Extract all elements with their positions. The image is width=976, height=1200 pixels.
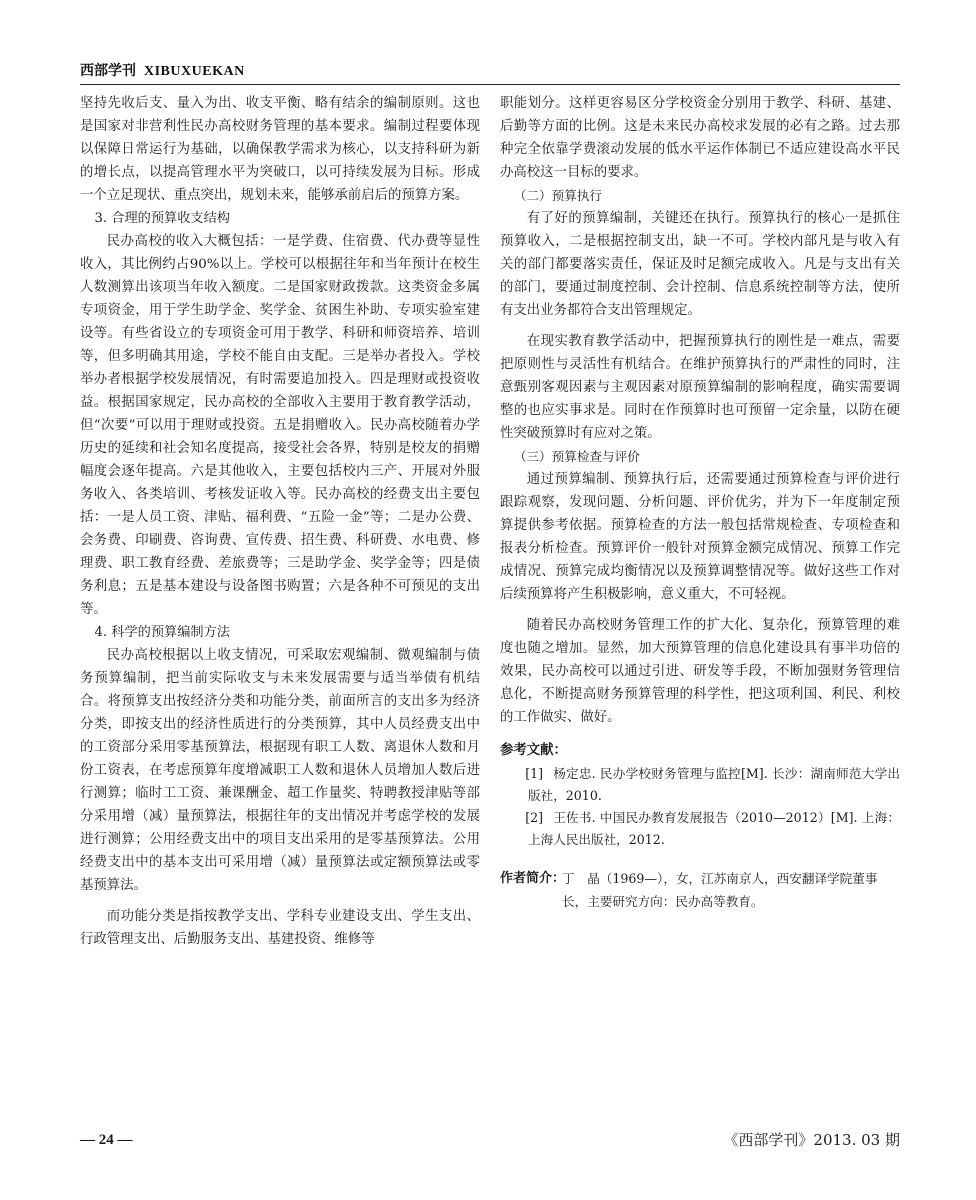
- journal-name: 西部学刊: [80, 63, 136, 79]
- reference-item: [500, 807, 900, 851]
- paragraph: 而功能分类是指按教学支出、学科专业建设支出、学生支出、行政管理支出、后勤服务支出、基建投资、维修等: [80, 909, 480, 947]
- paragraph: 随着民办高校财务管理工作的扩大化、复杂化，预算管理的难度也随之增加。显然，加大预算管理的信息化建设具有事半功倍的效果，民办高校可以通过引进、研发等手段，不断加强财务管理信息化，不断提高财务预算管理的科学性，把这项利国、利民、利校的工作做实、做好。: [500, 618, 900, 725]
- paragraph: 有了好的预算编制，关键还在执行。预算执行的核心一是抓住预算收入，二是根据控制支出，缺一不可。学校内部凡是与收入有关的部门都要落实责任，保证及时足额完成收入。凡是与支出有关的部门，要通过制度控制、会计控制、信息系统控制等方法，使所有支出业务都符合支出管理规定。: [500, 211, 900, 318]
- paragraph: 民办高校根据以上收支情况，可采取宏观编制、微观编制与债务预算编制，把当前实际收支与未来发展需要与适当举债有机结合。将预算支出按经济分类和功能分类，前面所言的支出多为经济分类，即按支出的经济性质进行的分类预算，其中人员经费支出中的工资部分采用零基预算法，根据现有职工人数、离退休人数和月份工资表，在考虑预算年度增减职工人数和退休人员增加人数后进行测算；临时工工资、兼课酬金、超工作量奖、特聘教授津贴等部分采用增（减）量预算法，根据往年的支出情况并考虑学校的发展进行测算；公用经费支出中的项目支出采用的是零基预算法。公用经费支出中的基本支出可采用增（减）量预算法或定额预算法或零基预算法。: [80, 648, 480, 893]
- author-bio: [500, 867, 900, 913]
- paragraph: 在现实教育教学活动中，把握预算执行的刚性是一难点，需要把原则性与灵活性有机结合。在维护预算执行的严肃性的同时，注意甄别客观因素与主观因素对原预算编制的影响程度，确实需要调整的也应实事求是。同时在作预算时也可预留一定余量，以防在硬性突破预算时有应对之策。: [500, 334, 900, 441]
- page-number: — 24 —: [80, 1132, 133, 1148]
- issue-info: 《西部学刊》2013. 03 期: [723, 1131, 900, 1149]
- left-column: [80, 92, 480, 951]
- reference-text: 杨定忠. 民办学校财务管理与监控[M]. 长沙：湖南师范大学出版社，2010.: [528, 766, 900, 803]
- paragraph: 职能划分。这样更容易区分学校资金分别用于教学、科研、基建、后勤等方面的比例。这是未来民办高校求发展的必有之路。过去那种完全依靠学费滚动发展的低水平运作体制已不适应建设高水平民办高校这一目标的要求。: [500, 96, 900, 180]
- paragraph: 民办高校的收入大概包括：一是学费、住宿费、代办费等显性收入，其比例约占90%以上。学校可以根据往年和当年预计在校生人数测算出该项当年收入额度。二是国家财政拨款。这类资金多属专项资金，用于学生助学金、奖学金、贫困生补助、专项实验室建设等。有些省设立的专项资金可用于教学、科研和师资培养、培训等，但多明确其用途，学校不能自由支配。三是举办者投入。学校举办者根据学校发展情况，有时需要追加投入。四是理财或投资收益。根据国家规定，民办高校的全部收入主要用于教育教学活动，但“次要”可以用于理财或投资。五是捐赠收入。民办高校随着办学历史的延续和社会知名度提高，接受社会各界，特别是校友的捐赠幅度会逐年提高。六是其他收入，主要包括校内三产、开展对外服务收入、各类培训、考核发证收入等。民办高校的经费支出主要包括：一是人员工资、津贴、福利费、“五险一金”等；二是办公费、会务费、印刷费、咨询费、宣传费、招生费、科研费、水电费、修理费、职工教育经费、差旅费等；三是助学金、奖学金等；四是债务利息；五是基本建设与设备图书购置；六是各种不可预见的支出等。: [80, 234, 480, 617]
- reference-text: 王佐书. 中国民办教育发展报告（2010—2012）[M]. 上海：上海人民出版社，2012.: [528, 810, 900, 847]
- right-column: [500, 92, 900, 913]
- reference-item: [500, 763, 900, 807]
- section-heading: （三）预算检查与评价: [513, 449, 640, 464]
- paragraph: 坚持先收后支、量入为出、收支平衡、略有结余的编制原则。这也是国家对非营利性民办高校财务管理的基本要求。编制过程要体现以保障日常运行为基础，以确保教学需求为核心，以支持科研为新的增长点，以提高管理水平为突破口，以可持续发展为目标。形成一个立足现状、重点突出，规划未来，能够承前启后的预算方案。: [80, 96, 480, 203]
- author-bio-text: 丁 晶（1969—），女，江苏南京人，西安翻译学院董事长，主要研究方向：民办高等教育。: [562, 871, 878, 909]
- reference-number: [2]: [525, 810, 544, 825]
- reference-number: [1]: [525, 766, 544, 781]
- running-header: [80, 60, 900, 82]
- section-heading: 4. 科学的预算编制方法: [94, 625, 230, 640]
- section-heading: （二）预算执行: [513, 188, 603, 203]
- author-bio-label: 作者简介：: [500, 871, 566, 886]
- journal-name-latin: XIBUXUEKAN: [144, 64, 245, 79]
- paragraph: 通过预算编制、预算执行后，还需要通过预算检查与评价进行跟踪观察，发现问题、分析问题、评价优劣，并为下一年度制定预算提供参考依据。预算检查的方法一般包括常规检查、专项检查和报表分析检查。预算评价一般针对预算金额完成情况、预算工作完成情况、预算完成均衡情况以及预算调整情况等。做好这些工作对后续预算将产生积极影响，意义重大，不可轻视。: [500, 472, 900, 602]
- header-rule: [80, 84, 900, 85]
- page-footer: [80, 1128, 900, 1152]
- section-heading: 3. 合理的预算收支结构: [94, 211, 230, 226]
- references-title: 参考文献：: [500, 743, 567, 758]
